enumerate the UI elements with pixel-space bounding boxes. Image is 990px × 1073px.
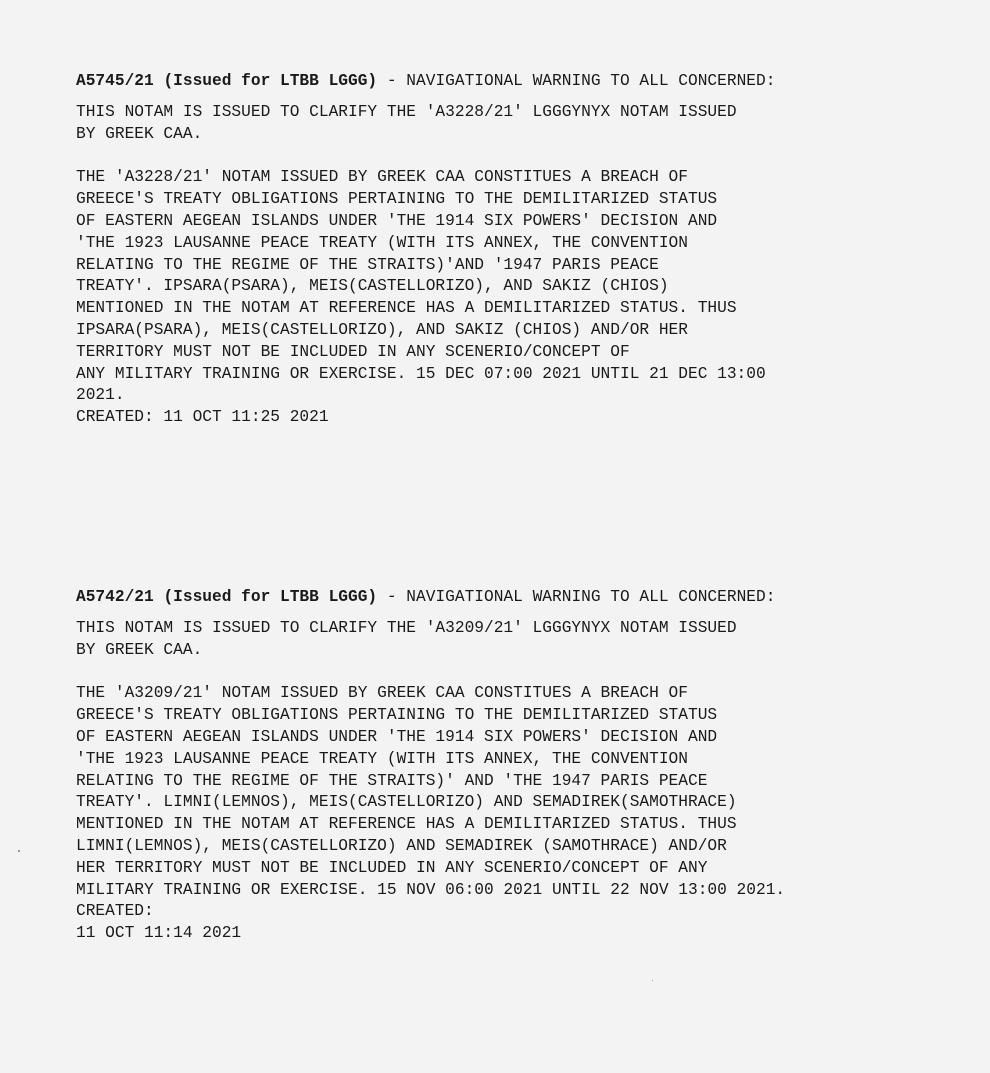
body-line: RELATING TO THE REGIME OF THE STRAITS)'AND '1947 PARIS PEACE [76, 255, 659, 274]
notam-issued-for: (Issued for LTBB LGGG) [163, 72, 378, 90]
created-line: 11 OCT 11:14 2021 [76, 924, 242, 943]
notam-block [76, 68, 956, 429]
body-line: LIMNI(LEMNOS), MEIS(CASTELLORIZO) AND SEMADIREK (SAMOTHRACE) AND/OR [76, 836, 727, 855]
body-line: RELATING TO THE REGIME OF THE STRAITS)' AND 'THE 1947 PARIS PEACE [76, 771, 708, 790]
body-line: MILITARY TRAINING OR EXERCISE. 15 NOV 06:00 2021 UNTIL 22 NOV 13:00 2021. [76, 880, 786, 899]
body-line: 'THE 1923 LAUSANNE PEACE TREATY (WITH ITS ANNEX, THE CONVENTION [76, 749, 688, 768]
body-line: OF EASTERN AEGEAN ISLANDS UNDER 'THE 1914 SIX POWERS' DECISION AND [76, 727, 718, 746]
body-line: ANY MILITARY TRAINING OR EXERCISE. 15 DEC 07:00 2021 UNTIL 21 DEC 13:00 [76, 364, 766, 383]
body-line: IPSARA(PSARA), MEIS(CASTELLORIZO), AND SAKIZ (CHIOS) AND/OR HER [76, 320, 688, 339]
created-line: CREATED: [76, 902, 154, 921]
intro-line: THIS NOTAM IS ISSUED TO CLARIFY THE 'A3228/21' LGGGYNYX NOTAM ISSUED [76, 103, 737, 121]
body-line: TERRITORY MUST NOT BE INCLUDED IN ANY SCENERIO/CONCEPT OF [76, 342, 630, 361]
notam-subject: - NAVIGATIONAL WARNING TO ALL CONCERNED: [377, 588, 776, 606]
notam-id: A5745/21 [76, 72, 154, 90]
body-line: MENTIONED IN THE NOTAM AT REFERENCE HAS A DEMILITARIZED STATUS. THUS [76, 815, 737, 834]
body-line: THE 'A3228/21' NOTAM ISSUED BY GREEK CAA CONSTITUES A BREACH OF [76, 168, 688, 187]
notam-issued-for: (Issued for LTBB LGGG) [163, 588, 378, 606]
intro-line: BY GREEK CAA. [76, 640, 203, 659]
notam-block [76, 584, 956, 945]
body-line: THE 'A3209/21' NOTAM ISSUED BY GREEK CAA CONSTITUES A BREACH OF [76, 684, 688, 703]
scan-speck [652, 980, 653, 981]
intro-line: THIS NOTAM IS ISSUED TO CLARIFY THE 'A3209/21' LGGGYNYX NOTAM ISSUED [76, 619, 737, 637]
notam-id: A5742/21 [76, 588, 154, 606]
intro-line: BY GREEK CAA. [76, 124, 203, 143]
body-line: TREATY'. IPSARA(PSARA), MEIS(CASTELLORIZO), AND SAKIZ (CHIOS) [76, 277, 669, 296]
body-line: HER TERRITORY MUST NOT BE INCLUDED IN ANY SCENERIO/CONCEPT OF ANY [76, 858, 708, 877]
body-line: MENTIONED IN THE NOTAM AT REFERENCE HAS A DEMILITARIZED STATUS. THUS [76, 299, 737, 318]
body-line: OF EASTERN AEGEAN ISLANDS UNDER 'THE 1914 SIX POWERS' DECISION AND [76, 211, 718, 230]
notam-header [76, 68, 956, 94]
body-line: TREATY'. LIMNI(LEMNOS), MEIS(CASTELLORIZO) AND SEMADIREK(SAMOTHRACE) [76, 793, 737, 812]
body-line: 2021. [76, 386, 125, 405]
scan-speck [18, 850, 20, 852]
body-line: 'THE 1923 LAUSANNE PEACE TREATY (WITH ITS ANNEX, THE CONVENTION [76, 233, 688, 252]
notam-subject: - NAVIGATIONAL WARNING TO ALL CONCERNED: [377, 72, 776, 90]
notam-header [76, 584, 956, 610]
body-line: GREECE'S TREATY OBLIGATIONS PERTAINING TO THE DEMILITARIZED STATUS [76, 190, 718, 209]
created-line: CREATED: 11 OCT 11:25 2021 [76, 408, 329, 427]
body-line: GREECE'S TREATY OBLIGATIONS PERTAINING TO THE DEMILITARIZED STATUS [76, 706, 718, 725]
